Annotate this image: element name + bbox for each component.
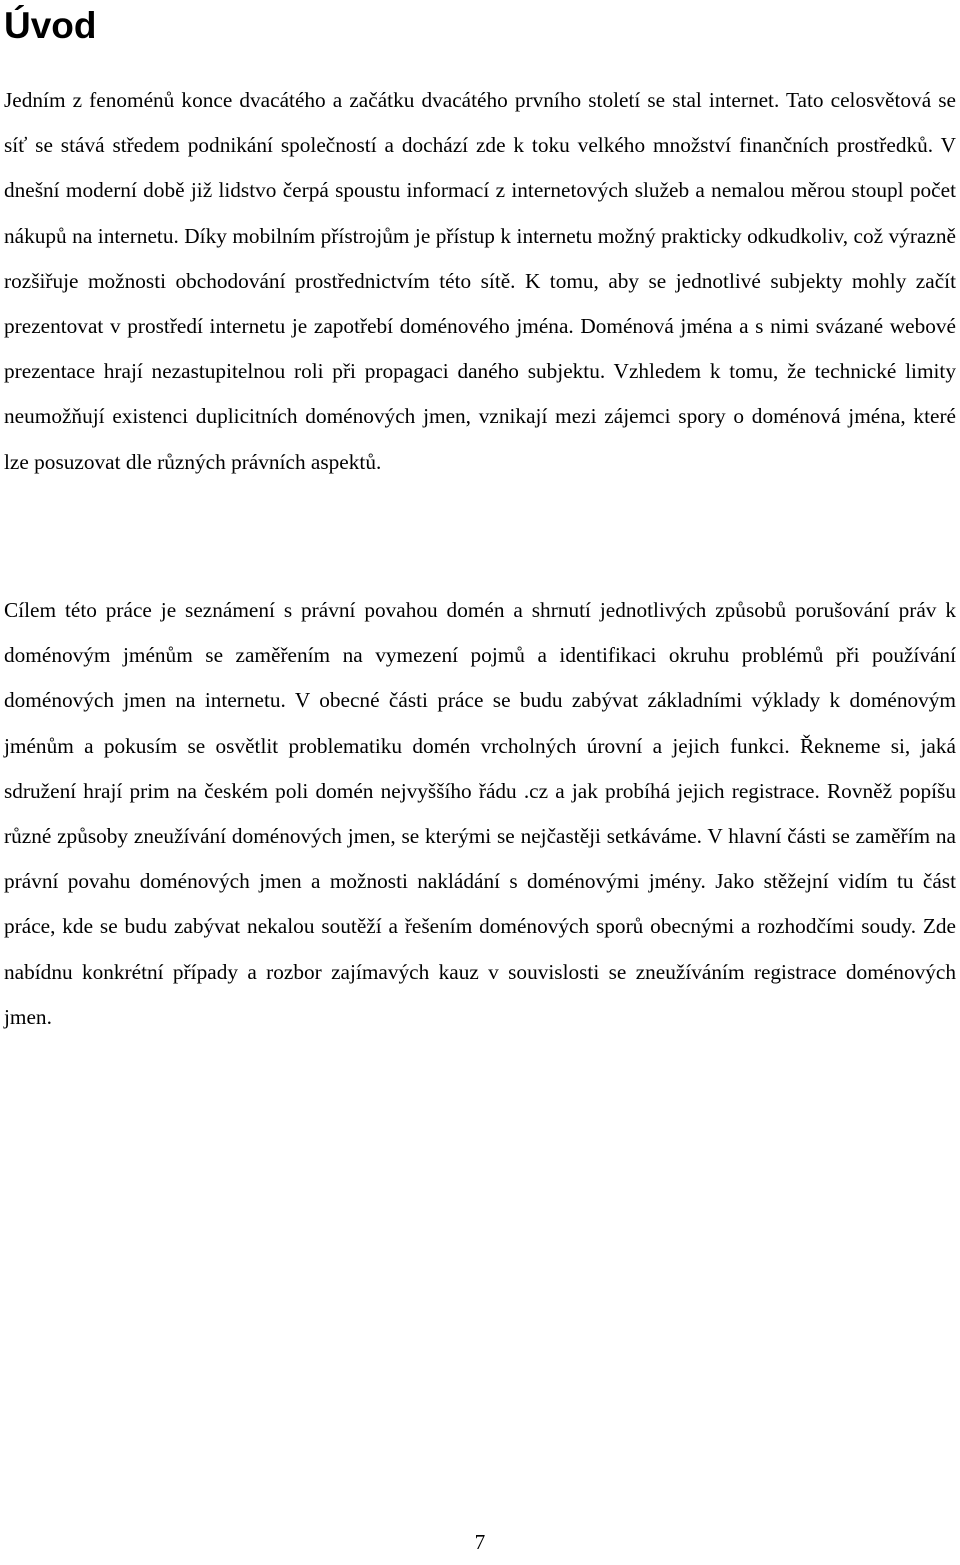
page-number: 7 xyxy=(474,1530,486,1554)
paragraph-intro: Jedním z fenoménů konce dvacátého a začátku dvacátého prvního století se stal internet. Tato celosvětová se síť se stává středem podnikání společností a dochází zde k toku velkého množství finančních prostředků. V dnešní moderní době již lidstvo čerpá spoustu informací z internetových služeb a nemalou měrou stoupl počet nákupů na internetu. Díky mobilním přístrojům je přístup k internetu možný prakticky odkudkoliv, což výrazně rozšiřuje možnosti obchodování prostřednictvím této sítě. K tomu, aby se jednotlivé subjekty mohly začít prezentovat v prostředí internetu je zapotřebí doménového jména. Doménová jména a s nimi svázané webové prezentace hrají nezastupitelnou roli při propagaci daného subjektu. Vzhledem k tomu, že technické limity neumožňují existenci duplicitních doménových jmen, vznikají mezi zájemci spory o doménová jména, které lze posuzovat dle různých právních aspektů. xyxy=(4,88,956,474)
paragraph-aim: Cílem této práce je seznámení s právní povahou domén a shrnutí jednotlivých způsobů porušování práv k doménovým jménům se zaměřením na vymezení pojmů a identifikaci okruhu problémů při používání doménových jmen na internetu. V obecné části práce se budu zabývat základními výklady k doménovým jménům a pokusím se osvětlit problematiku domén vrcholných úrovní a jejich funkci. Řekneme si, jaká sdružení hrají prim na českém poli domén nejvyššího řádu .cz a jak probíhá jejich registrace. Rovněž popíšu různé způsoby zneužívání doménových jmen, se kterými se nejčastěji setkáváme. V hlavní části se zaměřím na právní povahu doménových jmen a možnosti nakládání s doménovými jmény. Jako stěžejní vidím tu část práce, kde se budu zabývat nekalou soutěží a řešením doménových sporů obecnými a rozhodčími soudy. Zde nabídnu konkrétní případy a rozbor zajímavých kauz v souvislosti se zneužíváním registrace doménových jmen. xyxy=(4,598,956,1029)
page-title: Úvod xyxy=(4,5,97,46)
